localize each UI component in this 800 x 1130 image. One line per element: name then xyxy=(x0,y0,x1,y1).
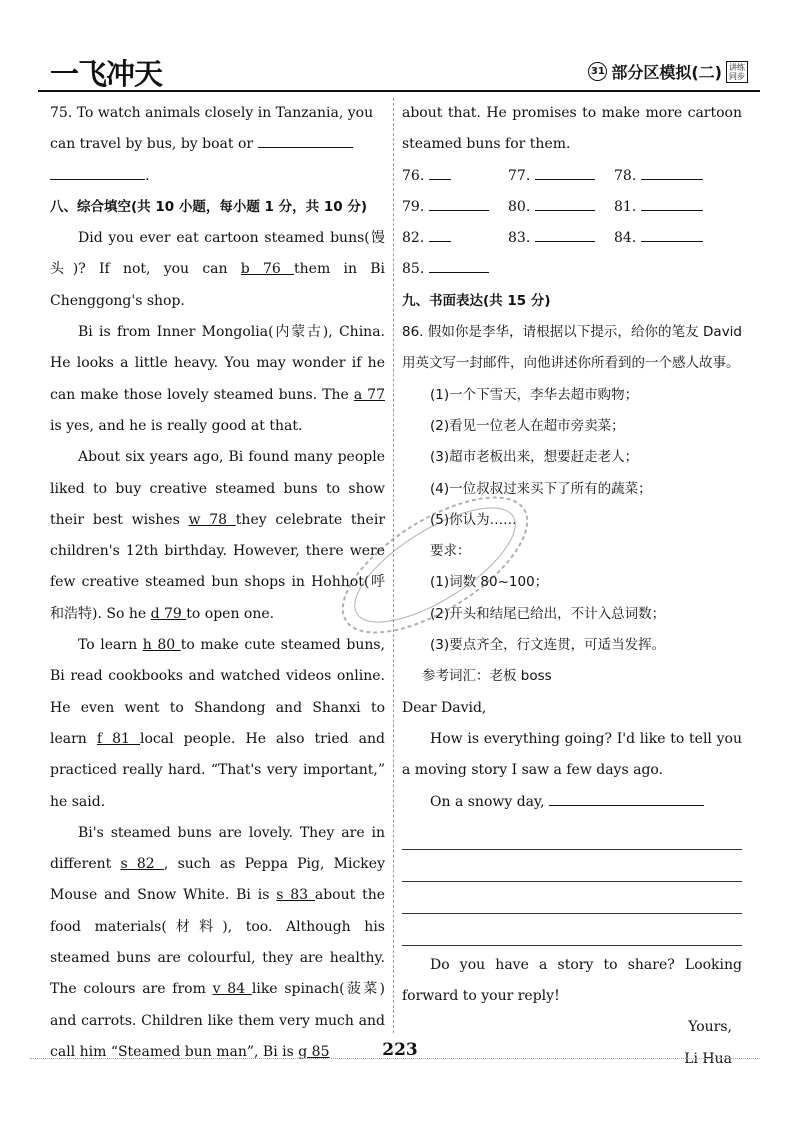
letter-greeting: Dear David, xyxy=(402,699,487,716)
column-divider xyxy=(393,98,394,1033)
section-9-heading: 九、书面表达(共 15 分) xyxy=(402,292,551,309)
passage-paragraph-5: Bi's steamed buns are lovely. They are in different s 82 , such as Peppa Pig, Mickey Mouse and Snow White. Bi is s 83 about the food materials(材料), too. Although his steamed buns are colourful, they are healthy. The colours are from v 84 like spinach(菠菜) and carrots. Children like them very much and call him “Steamed bun man”, Bi is g 85 xyxy=(50,824,386,1060)
answer-slot[interactable]: 82. xyxy=(402,223,508,254)
section-title: 部分区模拟(二) xyxy=(611,63,722,82)
requirement-item: (1)词数 80~100； xyxy=(430,574,549,591)
hint-list xyxy=(402,380,742,662)
left-column xyxy=(50,98,385,1068)
passage-paragraph-4: To learn h 80 to make cute steamed buns, Bi read cookbooks and watched videos online. He even went to Shandong and Shanxi to learn f 81 local people. He also tried and practiced really hard. “That's very important,” he said. xyxy=(50,637,385,810)
requirement-item: (2)开头和结尾已给出，不计入总词数； xyxy=(430,605,666,622)
answer-slot[interactable]: 80. xyxy=(508,192,614,223)
right-column xyxy=(402,98,742,1075)
requirement-item: (3)要点齐全，行文连贯，可适当发挥。 xyxy=(430,637,666,654)
signature-name: Li Hua xyxy=(684,1050,732,1067)
answer-grid xyxy=(402,161,742,286)
answer-slot[interactable]: 76. xyxy=(402,161,508,192)
footer-rule xyxy=(30,1058,760,1059)
answer-slot[interactable]: 79. xyxy=(402,192,508,223)
blank-82[interactable]: s 82 xyxy=(120,856,164,873)
answer-slot[interactable]: 81. xyxy=(614,192,724,223)
writing-line[interactable] xyxy=(402,882,742,914)
answer-slot[interactable]: 85. xyxy=(402,254,508,285)
hint-item: (1)一个下雪天，李华去超市购物； xyxy=(430,386,639,403)
blank-76[interactable]: b 76 xyxy=(240,261,295,278)
passage-paragraph-2: Bi is from Inner Mongolia(内蒙古), China. He looks a little heavy. You may wonder if he can make those lovely steamed buns. The a 77 is yes, and he is really good at that. xyxy=(50,324,385,434)
passage-paragraph-1: Did you ever eat cartoon steamed buns(馒头)? If not, you can b 76 them in Bi Chenggong's shop. xyxy=(50,230,385,309)
blank-84[interactable]: v 84 xyxy=(212,981,252,998)
writing-line[interactable] xyxy=(402,914,742,946)
header-logo: 一飞冲天 xyxy=(50,57,163,91)
reference-vocab: 参考词汇：老板 boss xyxy=(422,668,552,685)
hint-item: (2)看见一位老人在超市旁卖菜； xyxy=(430,417,625,434)
requirements-title: 要求： xyxy=(430,543,471,560)
signature-yours: Yours, xyxy=(688,1019,732,1036)
answer-slot[interactable]: 84. xyxy=(614,223,724,254)
question-75: 75. To watch animals closely in Tanzania, you can travel by bus, by boat or . xyxy=(50,105,374,184)
header-rule xyxy=(38,90,760,92)
header-badge: 讲练 同步 xyxy=(726,61,748,83)
letter-closing: Do you have a story to share? Looking forward to your reply! xyxy=(402,956,742,1005)
writing-line[interactable] xyxy=(402,850,742,882)
section-number: 31 xyxy=(588,62,607,81)
blank-83[interactable]: s 83 xyxy=(276,887,315,904)
answer-slot[interactable]: 83. xyxy=(508,223,614,254)
writing-line[interactable] xyxy=(549,789,704,806)
answer-slot[interactable]: 78. xyxy=(614,161,724,192)
page-number: 223 xyxy=(382,1040,418,1060)
answer-slot[interactable]: 77. xyxy=(508,161,614,192)
blank-80[interactable]: h 80 xyxy=(142,637,181,654)
passage-paragraph-3: About six years ago, Bi found many people liked to buy creative steamed buns to show their best wishes w 78 they celebrate their children's 12th birthday. However, there were few creative steamed bun shops in Hohhot(呼和浩特). So he d 79 to open one. xyxy=(50,449,386,622)
blank-77[interactable]: a 77 xyxy=(353,386,385,403)
writing-prompt: 86. 假如你是李华，请根据以下提示，给你的笔友 David 用英文写一封邮件，向他讲述你所看到的一个感人故事。 xyxy=(402,324,742,372)
blank-78[interactable]: w 78 xyxy=(188,511,236,528)
section-8-heading: 八、综合填空(共 10 小题，每小题 1 分，共 10 分) xyxy=(50,198,368,215)
passage-continuation: about that. He promises to make more cartoon steamed buns for them. xyxy=(402,105,742,153)
letter-opening: How is everything going? I'd like to tell you a moving story I saw a few days ago. xyxy=(402,730,742,779)
header-section-title xyxy=(588,60,748,83)
answer-blank[interactable] xyxy=(50,163,145,180)
hint-item: (3)超市老板出来，想要赶走老人； xyxy=(430,449,639,466)
letter-start: On a snowy day, xyxy=(402,787,742,818)
blank-85[interactable]: g 85 xyxy=(298,1043,330,1060)
page-header xyxy=(38,50,760,92)
blank-81[interactable]: f 81 xyxy=(96,730,140,747)
blank-79[interactable]: d 79 xyxy=(150,605,187,622)
hint-item: (4)一位叔叔过来买下了所有的蔬菜； xyxy=(430,480,652,497)
writing-line[interactable] xyxy=(402,818,742,850)
hint-item: (5)你认为…… xyxy=(430,511,517,528)
answer-blank[interactable] xyxy=(258,131,353,148)
